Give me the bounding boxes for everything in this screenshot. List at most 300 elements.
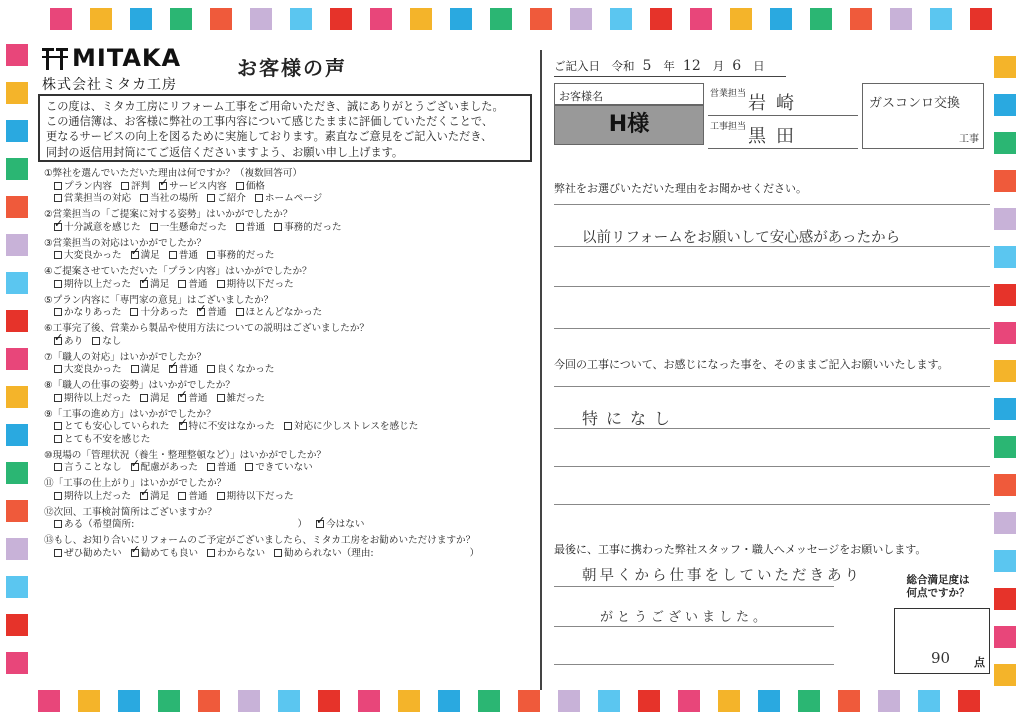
option-row: [44, 421, 544, 434]
border-tile: [730, 8, 752, 30]
checked-checkbox-icon[interactable]: [140, 492, 148, 500]
checkbox-icon[interactable]: [54, 194, 62, 202]
entry-date: [554, 58, 765, 74]
company-logo: [42, 44, 192, 93]
answer-rule: [554, 386, 990, 387]
border-tile: [678, 690, 700, 712]
checkbox-icon[interactable]: [236, 308, 244, 316]
option[interactable]: [140, 491, 169, 504]
checkbox-icon[interactable]: [54, 463, 62, 471]
border-tile: [238, 690, 260, 712]
option-label: 配慮があった: [140, 462, 199, 473]
option[interactable]: [54, 336, 83, 349]
option-label: 評判: [130, 180, 151, 192]
border-tile: [798, 690, 820, 712]
option-label: 期待以上だった: [64, 278, 132, 290]
option-row: [44, 181, 544, 194]
sales-label: 営業担当: [710, 89, 747, 99]
option[interactable]: [130, 307, 188, 320]
option[interactable]: [178, 393, 207, 406]
checkbox-icon[interactable]: [131, 365, 139, 373]
border-tile: [6, 234, 28, 256]
logo-mark-icon: [42, 48, 68, 70]
construction-name: 黒田: [748, 126, 804, 147]
option[interactable]: [159, 181, 227, 194]
border-tile: [970, 8, 992, 30]
checkbox-icon[interactable]: [54, 422, 62, 430]
answer-reason: 以前リフォームをお願いして安心感があったから: [582, 230, 901, 246]
checked-checkbox-icon[interactable]: [54, 337, 62, 345]
checkbox-icon[interactable]: [274, 223, 282, 231]
question-reason: 弊社をお選びいただいた理由をお聞かせください。: [554, 182, 807, 195]
option[interactable]: [179, 421, 275, 434]
border-tile: [6, 500, 28, 522]
option-label: 普通: [245, 221, 266, 233]
option-label: かなりあった: [64, 307, 122, 318]
border-tile: [994, 474, 1016, 496]
checkbox-icon[interactable]: [255, 194, 263, 202]
option-label: 普通: [178, 250, 198, 261]
option[interactable]: [54, 307, 121, 320]
question-title: ②営業担当の「ご提案に対する姿勢」はいかがでしたか？: [44, 209, 293, 220]
option[interactable]: [178, 279, 207, 292]
question-item: [44, 409, 544, 447]
option[interactable]: [54, 250, 122, 263]
option[interactable]: [207, 548, 265, 561]
date-year: 5: [642, 58, 652, 74]
option[interactable]: [207, 250, 275, 263]
checkbox-icon[interactable]: [54, 182, 62, 190]
question-item: [44, 380, 544, 405]
border-tile: [918, 690, 940, 712]
score-unit: 点: [974, 656, 985, 669]
option[interactable]: [178, 491, 207, 504]
border-tile: [994, 246, 1016, 268]
sales-staff: [708, 83, 858, 116]
right-column: [554, 38, 990, 686]
border-tile: [6, 576, 28, 598]
option[interactable]: [236, 307, 323, 320]
border-tile: [6, 310, 28, 332]
option-label: 普通: [217, 462, 237, 473]
option-label: サービス内容: [169, 180, 227, 192]
option-label: ご紹介: [217, 193, 246, 204]
checked-checkbox-icon[interactable]: [159, 182, 167, 190]
option-row: [44, 462, 544, 475]
border-tile: [994, 284, 1016, 306]
border-tile: [878, 690, 900, 712]
answer-rule: [554, 204, 990, 205]
option-label: できていない: [255, 462, 313, 473]
customer-info: [554, 83, 984, 157]
option[interactable]: [245, 462, 313, 475]
option[interactable]: [274, 222, 342, 235]
checkbox-icon[interactable]: [217, 280, 225, 288]
border-tile: [278, 690, 300, 712]
option[interactable]: [54, 462, 122, 475]
option[interactable]: [169, 364, 198, 377]
logo-text: MITAKA: [72, 44, 182, 72]
construction-staff: [708, 116, 858, 149]
border-tile: [930, 8, 952, 30]
border-tile: [994, 512, 1016, 534]
border-tile: [958, 690, 980, 712]
border-tile: [6, 82, 28, 104]
checkbox-icon[interactable]: [54, 308, 62, 316]
checkbox-icon[interactable]: [54, 394, 62, 402]
checkbox-icon[interactable]: [169, 251, 177, 259]
option-label: プラン内容: [64, 180, 112, 192]
border-tile: [718, 690, 740, 712]
date-prefix: ご記入日 令和: [554, 59, 635, 73]
option[interactable]: [131, 462, 198, 475]
score-label-line2: 何点ですか？: [906, 587, 970, 599]
date-underline: [554, 76, 786, 77]
border-tile: [370, 8, 392, 30]
option-row: [44, 548, 544, 561]
option[interactable]: [274, 548, 479, 561]
option-label: 雑だった: [226, 392, 265, 404]
option-row: [44, 393, 544, 406]
checked-checkbox-icon[interactable]: [316, 520, 324, 528]
survey-sheet: [32, 38, 990, 686]
border-tile: [6, 424, 28, 446]
option-label: 満足: [150, 392, 170, 404]
option-label: 価格: [245, 180, 265, 192]
option[interactable]: [131, 364, 160, 377]
option[interactable]: [54, 393, 131, 406]
border-tile: [158, 690, 180, 712]
answer-message-line2: がとうございました。: [600, 610, 771, 625]
date-year-unit: 年: [663, 59, 675, 73]
option-label: 特に不安はなかった: [188, 421, 275, 432]
checkbox-icon[interactable]: [178, 280, 186, 288]
border-tile: [690, 8, 712, 30]
option[interactable]: [140, 279, 169, 292]
border-tile: [6, 272, 28, 294]
customer-name: H様: [554, 105, 704, 145]
border-tile: [318, 690, 340, 712]
checkbox-icon[interactable]: [54, 280, 62, 288]
answer-rule: [554, 664, 834, 665]
intro-line: 同封の返信用封筒にてご返信くださいますよう、お願い申し上げます。: [46, 145, 404, 159]
option-label: 大変良かった: [64, 250, 122, 261]
date-day: 6: [732, 58, 742, 74]
question-title: ⑦「職人の対応」はいかがでしたか？: [44, 351, 207, 363]
option[interactable]: [236, 222, 265, 235]
checkbox-icon[interactable]: [274, 549, 282, 557]
checkbox-icon[interactable]: [140, 394, 148, 402]
border-tile: [250, 8, 272, 30]
border-tile: [570, 8, 592, 30]
question-title: ⑫次回、工事検討箇所はございますか？: [44, 506, 217, 518]
option[interactable]: [217, 491, 294, 504]
column-divider: [540, 50, 542, 690]
answer-rule: [554, 286, 990, 287]
border-tile: [994, 626, 1016, 648]
option-label: 十分誠意を感じた: [64, 221, 141, 233]
option[interactable]: [169, 250, 198, 263]
option[interactable]: [54, 548, 122, 561]
answer-impression: 特になし: [582, 409, 679, 428]
option-row: [44, 491, 544, 504]
intro-line: この通信簿は、お客様に弊社の工事内容について感じたままに評価していただくことで、: [46, 115, 494, 129]
border-tile: [994, 208, 1016, 230]
checkbox-icon[interactable]: [236, 182, 244, 190]
option[interactable]: [255, 193, 322, 206]
border-tile: [994, 550, 1016, 572]
page-title: お客様の声: [237, 56, 347, 80]
option[interactable]: [54, 279, 131, 292]
option-label: 満足: [150, 490, 170, 502]
checkbox-icon[interactable]: [217, 394, 225, 402]
question-title: ④ご提案させていただいた「プラン内容」はいかがでしたか？: [44, 266, 312, 277]
option[interactable]: [54, 193, 131, 206]
option-row: [44, 193, 544, 206]
border-tile: [518, 690, 540, 712]
border-tile: [398, 690, 420, 712]
checkbox-icon[interactable]: [54, 435, 62, 443]
option-label: 満足: [140, 250, 160, 261]
border-tile: [994, 360, 1016, 382]
option-label: 言うことなし: [64, 462, 122, 473]
option-row: [44, 279, 544, 292]
option[interactable]: [54, 222, 141, 235]
option[interactable]: [131, 548, 199, 561]
option-label: 良くなかった: [216, 364, 275, 375]
question-item: [44, 266, 544, 291]
checkbox-icon[interactable]: [54, 365, 62, 373]
checked-checkbox-icon[interactable]: [169, 365, 177, 373]
border-tile: [598, 690, 620, 712]
option-label: 期待以上だった: [64, 392, 132, 404]
border-tile: [78, 690, 100, 712]
option[interactable]: [54, 181, 112, 194]
satisfaction-score: [886, 574, 990, 669]
option[interactable]: [92, 336, 121, 349]
answer-message-line1: 朝早くから仕事をしていただきあり: [582, 568, 862, 584]
option[interactable]: [140, 193, 198, 206]
checkbox-icon[interactable]: [207, 194, 215, 202]
checked-checkbox-icon[interactable]: [140, 280, 148, 288]
option-label: 普通: [178, 364, 198, 375]
option-label: 普通: [207, 307, 227, 318]
question-title: ⑨「工事の進め方」はいかがでしたか？: [44, 408, 216, 420]
border-tile: [650, 8, 672, 30]
question-item: [44, 238, 544, 263]
option[interactable]: [54, 491, 131, 504]
option-label: 満足: [150, 278, 170, 290]
checked-checkbox-icon[interactable]: [178, 394, 186, 402]
checkbox-icon[interactable]: [245, 463, 253, 471]
work-box: [862, 83, 984, 149]
checked-checkbox-icon[interactable]: [131, 251, 139, 259]
checkbox-icon[interactable]: [54, 520, 62, 528]
option-label: 期待以上だった: [64, 490, 132, 502]
question-item: [44, 507, 544, 532]
border-tile: [170, 8, 192, 30]
option-label: あり: [64, 335, 84, 347]
border-tile: [994, 170, 1016, 192]
option-row: [44, 434, 544, 447]
border-tile: [6, 462, 28, 484]
option[interactable]: [54, 519, 307, 532]
option-label: ホームページ: [264, 193, 323, 204]
option[interactable]: [140, 393, 169, 406]
option[interactable]: [121, 181, 150, 194]
checked-checkbox-icon[interactable]: [197, 308, 205, 316]
work-suffix: 工事: [959, 134, 979, 145]
checkbox-icon[interactable]: [207, 251, 215, 259]
checkbox-icon[interactable]: [207, 549, 215, 557]
border-tile: [6, 158, 28, 180]
checkbox-icon[interactable]: [140, 194, 148, 202]
question-item: [44, 352, 544, 377]
border-tile: [770, 8, 792, 30]
question-message: 最後に、工事に携わった弊社スタッフ・職人へメッセージをお願いします。: [554, 543, 927, 556]
option[interactable]: [207, 193, 246, 206]
option[interactable]: [217, 393, 265, 406]
border-tile: [994, 322, 1016, 344]
answer-rule: [554, 246, 990, 247]
border-tile: [358, 690, 380, 712]
question-title: ⑥工事完了後、営業から製品や使用方法についての説明はございましたか？: [44, 323, 370, 334]
border-tile: [850, 8, 872, 30]
option[interactable]: [131, 250, 160, 263]
option-label: わからない: [217, 547, 266, 559]
customer-label: お客様名: [554, 83, 704, 105]
option-label: ほとんどなかった: [245, 307, 323, 318]
option-label: 勧められない（理由: ）: [284, 547, 480, 559]
border-tile: [6, 348, 28, 370]
question-item: [44, 478, 544, 503]
border-tile: [330, 8, 352, 30]
checkbox-icon[interactable]: [150, 223, 158, 231]
option[interactable]: [236, 181, 265, 194]
option-row: [44, 364, 544, 377]
option-label: 大変良かった: [64, 364, 122, 375]
option[interactable]: [197, 307, 226, 320]
option-label: 十分あった: [140, 307, 189, 318]
option-label: 今はない: [326, 519, 365, 530]
border-tile: [90, 8, 112, 30]
border-tile: [198, 690, 220, 712]
checkbox-icon[interactable]: [121, 182, 129, 190]
option-label: 営業担当の対応: [64, 193, 132, 204]
question-item: [44, 295, 544, 320]
date-month: 12: [682, 58, 701, 74]
sales-name: 岩崎: [748, 93, 804, 114]
border-tile: [6, 196, 28, 218]
border-tile: [6, 44, 28, 66]
checkbox-icon[interactable]: [217, 492, 225, 500]
checkbox-icon[interactable]: [54, 251, 62, 259]
border-tile: [210, 8, 232, 30]
option-label: 事務的だった: [284, 221, 342, 233]
checkbox-icon[interactable]: [178, 492, 186, 500]
question-title: ③営業担当の対応はいかがでしたか？: [44, 237, 207, 249]
construction-label: 工事担当: [710, 122, 747, 132]
score-value: 90: [931, 649, 951, 667]
checkbox-icon[interactable]: [207, 365, 215, 373]
intro-box: [38, 94, 532, 162]
option[interactable]: [150, 222, 227, 235]
score-label-line1: 総合満足度は: [906, 574, 970, 586]
border-tile: [994, 398, 1016, 420]
question-item: [44, 168, 544, 206]
option[interactable]: [217, 279, 294, 292]
option-row: [44, 250, 544, 263]
intro-line: 更なるサービスの向上を図るために実施しております。素直なご意見をご記入いただき、: [46, 130, 493, 144]
border-tile: [838, 690, 860, 712]
option-label: 期待以下だった: [226, 490, 294, 502]
checkbox-icon[interactable]: [236, 223, 244, 231]
option-label: 勧めても良い: [140, 547, 199, 559]
option[interactable]: [54, 421, 170, 434]
question-item: [44, 209, 544, 234]
checkbox-icon[interactable]: [130, 308, 138, 316]
border-tile: [994, 56, 1016, 78]
option[interactable]: [284, 421, 418, 434]
option-label: 対応に少しストレスを感じた: [293, 421, 419, 432]
border-tile: [6, 120, 28, 142]
checked-checkbox-icon[interactable]: [131, 549, 139, 557]
option-row: [44, 336, 544, 349]
checkbox-icon[interactable]: [207, 463, 215, 471]
border-tile: [6, 652, 28, 674]
checkbox-icon[interactable]: [54, 549, 62, 557]
work-name: ガスコンロ交換: [869, 96, 961, 111]
border-tile: [994, 664, 1016, 686]
border-tile: [610, 8, 632, 30]
checkbox-icon[interactable]: [92, 337, 100, 345]
option[interactable]: [207, 364, 275, 377]
border-tile: [290, 8, 312, 30]
question-title: ①弊社を選んでいただいた理由は何ですか？（複数回答可）: [44, 168, 303, 179]
question-item: [44, 450, 544, 475]
checkbox-icon[interactable]: [54, 492, 62, 500]
answer-rule: [554, 586, 834, 587]
option[interactable]: [316, 519, 364, 532]
option-label: 期待以下だった: [226, 278, 294, 290]
option[interactable]: [207, 462, 236, 475]
option[interactable]: [54, 364, 122, 377]
border-tile: [890, 8, 912, 30]
question-title: ⑬もし、お知り合いにリフォームのご予定がございましたら、ミタカ工房をお勧めいただけますか？: [44, 535, 476, 546]
date-day-unit: 日: [753, 59, 765, 73]
checked-checkbox-icon[interactable]: [179, 422, 187, 430]
checked-checkbox-icon[interactable]: [131, 463, 139, 471]
checked-checkbox-icon[interactable]: [54, 223, 62, 231]
option[interactable]: [54, 434, 150, 447]
questionnaire: [44, 168, 544, 564]
border-tile: [994, 588, 1016, 610]
border-tile: [118, 690, 140, 712]
border-tile: [478, 690, 500, 712]
option-label: 事務的だった: [216, 250, 275, 261]
border-tile: [450, 8, 472, 30]
border-tile: [490, 8, 512, 30]
border-tile: [410, 8, 432, 30]
intro-line: この度は、ミタカ工房にリフォーム工事をご用命いただき、誠にありがとうございました。: [46, 100, 504, 113]
score-box: [894, 608, 990, 674]
border-tile: [130, 8, 152, 30]
option-label: 当社の場所: [150, 193, 199, 204]
border-tile: [438, 690, 460, 712]
option-label: なし: [102, 335, 122, 347]
checkbox-icon[interactable]: [284, 422, 292, 430]
border-tile: [530, 8, 552, 30]
